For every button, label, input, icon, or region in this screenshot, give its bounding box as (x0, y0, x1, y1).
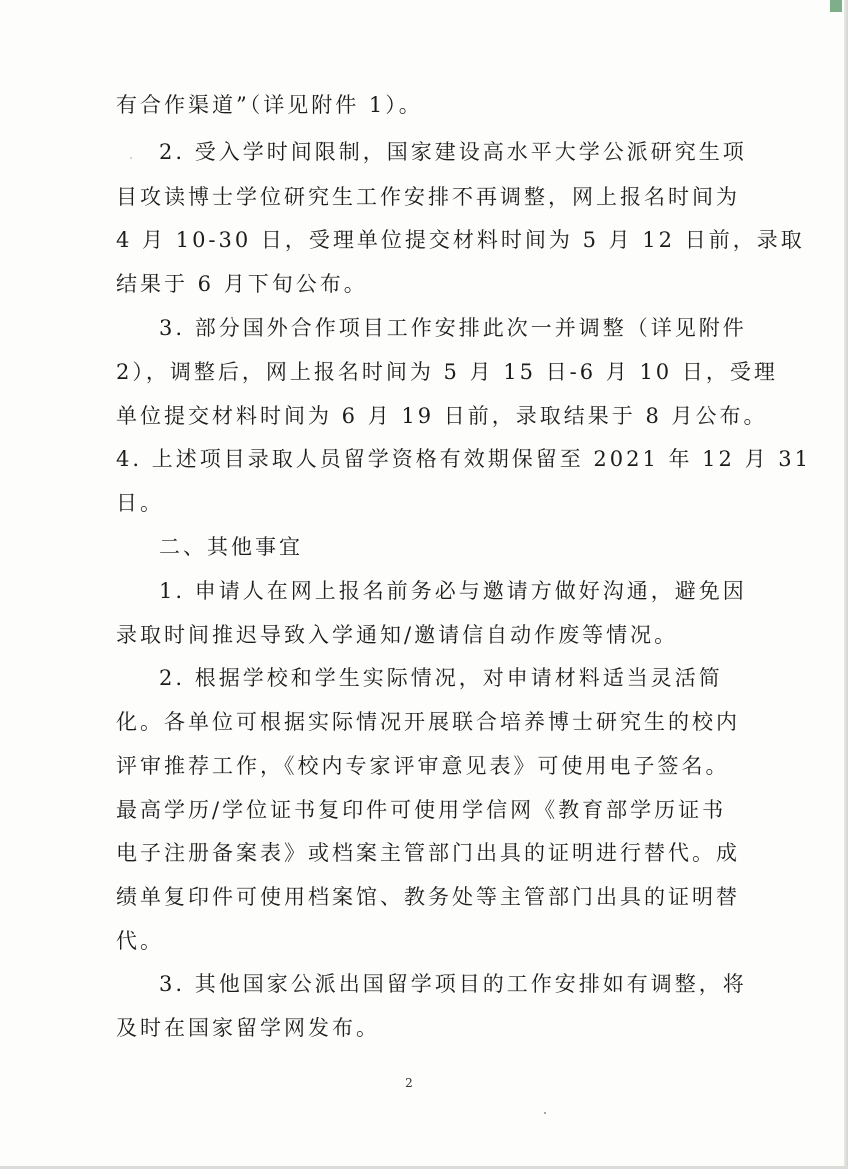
text-line-1: 有合作渠道”（详见附件 1）。 (116, 93, 423, 117)
text-line-21: 3. 其他国家公派出国留学项目的工作安排如有调整，将 (159, 972, 747, 996)
text-line-2: 2. 受入学时间限制，国家建设高水平大学公派研究生项 (159, 140, 747, 164)
text-line-3: 目攻读博士学位研究生工作安排不再调整，网上报名时间为 (116, 185, 740, 209)
text-line-17: 最高学历/学位证书复印件可使用学信网《教育部学历证书 (116, 798, 727, 822)
text-line-18: 电子注册备案表》或档案主管部门出具的证明进行替代。成 (116, 841, 740, 865)
text-line-13: 录取时间推迟导致入学通知/邀请信自动作废等情况。 (116, 623, 679, 647)
text-line-8: 单位提交材料时间为 6 月 19 日前，录取结果于 8 月公布。 (116, 404, 768, 428)
scan-speck (544, 1112, 546, 1114)
text-line-22: 及时在国家留学网发布。 (116, 1016, 380, 1040)
text-line-20: 代。 (116, 929, 164, 953)
text-line-6: 3. 部分国外合作项目工作安排此次一并调整（详见附件 (159, 316, 747, 340)
scan-speck (130, 157, 132, 159)
page-number: 2 (405, 1076, 413, 1090)
text-line-9: 4. 上述项目录取人员留学资格有效期保留至 2021 年 12 月 31 (116, 447, 811, 471)
text-line-19: 绩单复印件可使用档案馆、教务处等主管部门出具的证明替 (116, 885, 740, 909)
text-line-4: 4 月 10-30 日，受理单位提交材料时间为 5 月 12 日前，录取 (116, 228, 805, 252)
text-line-12: 1. 申请人在网上报名前务必与邀请方做好沟通，避免因 (159, 579, 747, 603)
text-line-10: 日。 (116, 491, 164, 515)
text-line-16: 评审推荐工作，《校内专家评审意见表》可使用电子签名。 (116, 754, 730, 778)
scan-corner-mark (830, 0, 842, 12)
text-line-14: 2. 根据学校和学生实际情况，对申请材料适当灵活简 (159, 666, 723, 690)
text-line-5: 结果于 6 月下旬公布。 (116, 272, 368, 296)
text-line-15: 化。各单位可根据实际情况开展联合培养博士研究生的校内 (116, 710, 740, 734)
text-line-7: 2），调整后，网上报名时间为 5 月 15 日-6 月 10 日，受理 (116, 360, 778, 384)
section-heading: 二、其他事宜 (159, 535, 303, 559)
scan-edge-right (844, 0, 848, 1169)
